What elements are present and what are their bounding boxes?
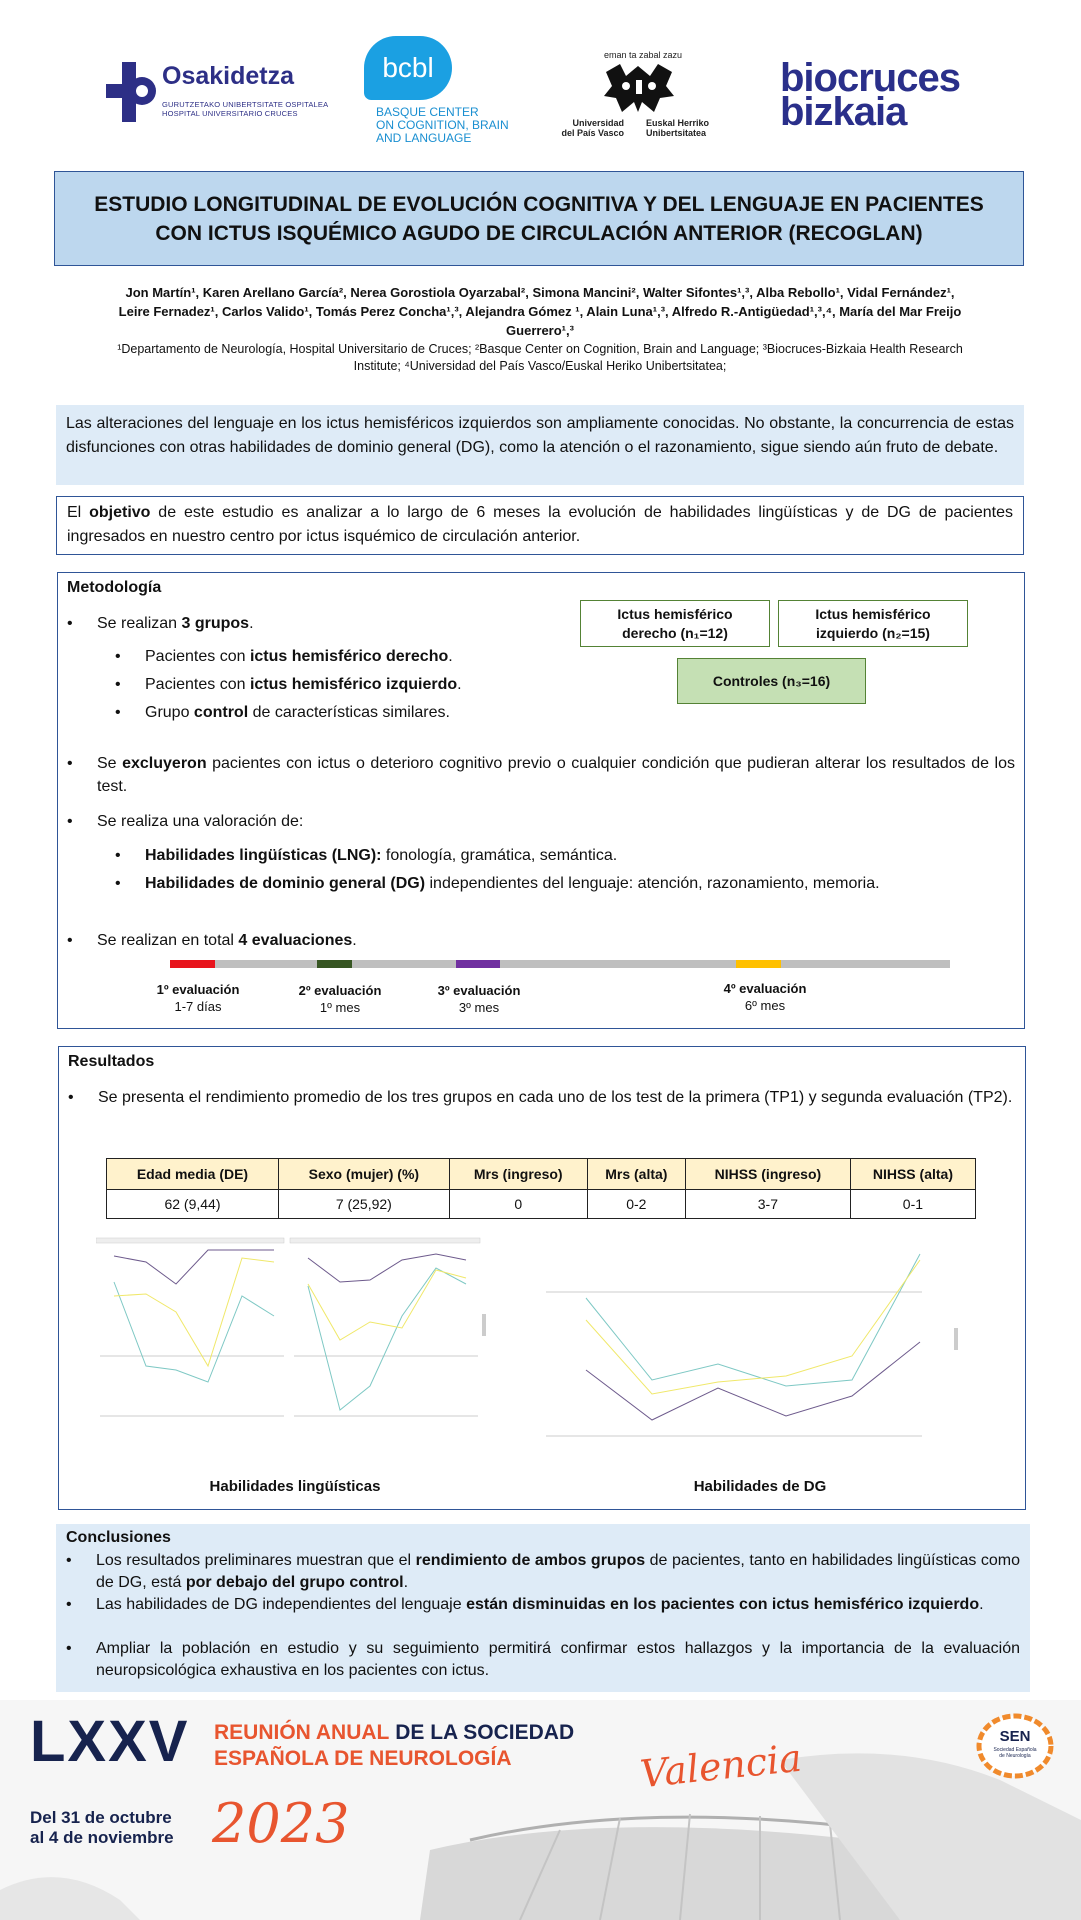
timeline-label-4-name: 4º evaluación (723, 981, 807, 996)
sen-logo (974, 1712, 1056, 1782)
text: . (448, 648, 453, 665)
lng-chart-panel-strip-2 (290, 1238, 480, 1243)
timeline-label-1-name: 1º evaluación (156, 982, 240, 997)
congress-name-1b: DE LA SOCIEDAD (389, 1721, 575, 1744)
sen-text: SEN (999, 1728, 1031, 1745)
results-bullet (98, 1086, 1016, 1109)
timeline-label-2-name: 2º evaluación (298, 983, 382, 998)
text-bold: excluyeron (122, 755, 207, 772)
methods-sub-right (145, 645, 565, 668)
timeline-label-4-when: 6º mes (744, 998, 786, 1013)
text-bold: están disminuidas en los pacientes con ictus hemisférico izquierdo (466, 1596, 980, 1613)
text: Ampliar la población en estudio y su seguimiento permitirá confirmar estos hallazgos y la importancia de la evaluación neuropsicológica exhaustiva en los pacientes con ictus. (96, 1640, 1020, 1679)
timeline-label-4 (695, 980, 835, 1014)
group-controls-box (677, 658, 866, 704)
bcbl-line-2: ON COGNITION, BRAIN (376, 118, 509, 132)
poster-title-box (54, 171, 1024, 266)
table-cell: 3-7 (685, 1190, 850, 1219)
table-cell: 62 (9,44) (107, 1190, 279, 1219)
text: Se realizan en total (97, 932, 239, 949)
text: Pacientes con (145, 648, 250, 665)
biocruces-line-2: bizkaia (780, 90, 907, 134)
upv-right-1: Euskal Herriko (646, 118, 710, 128)
bcbl-logo (364, 36, 524, 146)
text: . (352, 932, 357, 949)
intro-text: Las alteraciones del lenguaje en los ictus hemisféricos izquierdos son ampliamente conocidas. No obstante, la concurrencia de estas disfunciones con otras habilidades de dominio general (DG), como la atención o el razonamiento, sigue siendo aún fruto de debate. (66, 415, 1014, 456)
table-header: Mrs (ingreso) (449, 1159, 587, 1190)
text: pacientes con ictus o deterioro cognitivo previo o cualquier condición que pudieran alterar los resultados de los test. (97, 755, 1015, 795)
authors-line-1: Jon Martín¹, Karen Arellano García², Nerea Gorostiola Oyarzabal², Simona Mancini², Walter Sifontes¹,³, Alba Rebollo¹, Vidal Fernández¹, (125, 285, 955, 300)
congress-name (214, 1720, 574, 1772)
congress-dates-1: Del 31 de octubre (30, 1808, 172, 1827)
table-header: Mrs (alta) (587, 1159, 685, 1190)
methods-sub-lng (145, 844, 1005, 867)
congress-city: Valencia (638, 1735, 804, 1797)
methods-bullet-groups (97, 612, 547, 635)
osakidetza-logo (106, 62, 329, 124)
text: Pacientes con (145, 676, 250, 693)
text-bold: 3 grupos (181, 615, 250, 632)
text-bold: ictus hemisférico derecho (249, 648, 449, 665)
bcbl-mark: bcbl (382, 52, 434, 83)
bcbl-line-3: AND LANGUAGE (376, 131, 472, 145)
osakidetza-cross-icon (106, 62, 162, 122)
objective-bold: objetivo (89, 504, 151, 521)
table-cell: 0 (449, 1190, 587, 1219)
authors (70, 283, 1010, 340)
congress-year: 2023 (212, 1792, 350, 1855)
table-header: NIHSS (alta) (850, 1159, 975, 1190)
table-header: Sexo (mujer) (%) (278, 1159, 449, 1190)
timeline-mark-4 (736, 960, 781, 968)
text-bold: Habilidades de dominio general (DG) (145, 875, 426, 892)
timeline-mark-2 (317, 960, 352, 968)
text-bold: 4 evaluaciones (238, 932, 353, 949)
text: independientes del lenguaje: atención, razonamiento, memoria. (425, 875, 880, 892)
upv-motto: eman ta zabal zazu (604, 50, 683, 60)
sen-sub-2: de Neurología (999, 1753, 1031, 1759)
methods-sub-control (145, 701, 565, 724)
affiliations-line-2: Institute; ⁴Universidad del País Vasco/Euskal Heriko Unibertsitatea; (353, 359, 727, 373)
text: . (249, 615, 254, 632)
lng-chart (96, 1236, 486, 1456)
group-left-line-2: izquierdo (n₂=15) (816, 624, 930, 641)
conclusion-2 (96, 1594, 1020, 1616)
upv-left-2: del País Vasco (561, 128, 624, 138)
congress-name-1a: REUNIÓN ANUAL (214, 1721, 390, 1744)
intro-box (56, 405, 1024, 485)
group-left-line-1: Ictus hemisférico (815, 605, 931, 622)
methods-sub-left (145, 673, 565, 696)
timeline-label-1-when: 1-7 días (174, 999, 222, 1014)
caption-dg: Habilidades de DG (693, 1478, 827, 1495)
text-bold: ictus hemisférico izquierdo (249, 676, 458, 693)
objective-pre: El (67, 504, 90, 521)
methods-bullet-evaluations (97, 929, 957, 952)
affiliations-line-1: ¹Departamento de Neurología, Hospital Universitario de Cruces; ²Basque Center on Cognition, Brain and Language; ³Biocruces-Bizkaia Health Research (117, 342, 963, 356)
text: . (979, 1596, 984, 1613)
demographics-table (106, 1158, 976, 1219)
methods-bullet-assessment (97, 810, 997, 833)
objective-box (56, 496, 1024, 555)
timeline-label-1 (128, 981, 268, 1015)
conclusions-title: Conclusiones (66, 1529, 171, 1546)
osakidetza-name: Osakidetza (162, 62, 295, 90)
poster-title: ESTUDIO LONGITUDINAL DE EVOLUCIÓN COGNITIVA Y DEL LENGUAJE EN PACIENTES CON ICTUS ISQUÉMICO AGUDO DE CIRCULACIÓN ANTERIOR (RECOGLAN) (94, 192, 984, 245)
text: de características similares. (248, 704, 450, 721)
text: Grupo (145, 704, 194, 721)
text: Los resultados preliminares muestran que el (96, 1552, 416, 1569)
authors-line-3: Guerrero¹,³ (506, 323, 574, 338)
text: Las habilidades de DG independientes del lenguaje (96, 1596, 467, 1613)
caption-lng: Habilidades lingüísticas (209, 1478, 381, 1495)
methods-sub-dg (145, 872, 1005, 895)
dg-chart-legend (954, 1328, 958, 1350)
table-cell: 7 (25,92) (278, 1190, 449, 1219)
timeline-mark-1 (170, 960, 215, 968)
text-bold: rendimiento de ambos grupos (415, 1552, 646, 1569)
upv-left-1: Universidad (572, 118, 624, 128)
text: Se (97, 755, 123, 772)
congress-dates-2: al 4 de noviembre (30, 1828, 174, 1847)
bcbl-line-1: BASQUE CENTER (376, 105, 479, 119)
authors-line-2: Leire Fernadez¹, Carlos Valido¹, Tomás Perez Concha¹,³, Alejandra Gómez ¹, Alain Luna¹,³, Alfredo R.-Antigüedad¹,³,⁴, María del Mar Freijo (118, 304, 962, 319)
timeline-label-3-name: 3º evaluación (437, 983, 521, 998)
text: Se realizan (97, 615, 182, 632)
text: . (403, 1574, 409, 1591)
table-cell: 0-2 (587, 1190, 685, 1219)
timeline-label-3-when: 3º mes (458, 1000, 500, 1015)
results-title: Resultados (68, 1053, 155, 1070)
methods-bullet-excluded (97, 752, 1015, 798)
bcbl-bubble-icon (364, 36, 452, 100)
lng-chart-legend (482, 1314, 486, 1336)
table-row (107, 1190, 976, 1219)
text: de pacientes, tanto en habilidades lingüísticas como de DG, está (96, 1552, 1020, 1591)
group-right-line-1: Ictus hemisférico (617, 605, 733, 622)
sen-sub-1: Sociedad Española (993, 1747, 1037, 1753)
text: fonología, gramática, semántica. (381, 847, 618, 864)
text: Se presenta el rendimiento promedio de los tres grupos en cada uno de los test de la primera (TP1) y segunda evaluación (TP2). (98, 1089, 1013, 1106)
timeline-bar (170, 960, 950, 968)
osakidetza-sub-1: GURUTZETAKO UNIBERTSITATE OSPITALEA (162, 100, 329, 109)
timeline-mark-3 (456, 960, 500, 968)
upv-logo (560, 50, 720, 140)
table-header-row (107, 1159, 976, 1190)
text-bold: Habilidades lingüísticas (LNG): (145, 847, 382, 864)
text-bold: control (193, 704, 249, 721)
osakidetza-sub-2: HOSPITAL UNIVERSITARIO CRUCES (162, 109, 298, 118)
biocruces-line-1: biocruces (780, 56, 960, 100)
group-right-line-2: derecho (n₁=12) (622, 624, 728, 641)
text-bold: por debajo del grupo control (185, 1574, 404, 1591)
methods-title: Metodología (67, 579, 162, 596)
table-header: NIHSS (ingreso) (685, 1159, 850, 1190)
table-cell: 0-1 (850, 1190, 975, 1219)
upv-right-2: Unibertsitatea (646, 128, 707, 138)
biocruces-logo (780, 56, 980, 134)
objective-post: de este estudio es analizar a lo largo de 6 meses la evolución de habilidades lingüísticas y de DG de pacientes ingresados en nuestro centro por ictus isquémico de circulación anterior. (67, 504, 1013, 545)
group-right-box (580, 600, 770, 647)
congress-edition: LXXV (30, 1709, 190, 1774)
text: . (457, 676, 462, 693)
dg-chart (540, 1240, 960, 1460)
table-header: Edad media (DE) (107, 1159, 279, 1190)
affiliations (70, 341, 1010, 375)
text: Se realiza una valoración de: (97, 813, 304, 830)
group-controls-label: Controles (n₃=16) (712, 672, 831, 689)
congress-name-2: ESPAÑOLA DE NEUROLOGÍA (214, 1747, 512, 1770)
lng-chart-panel-strip-1 (96, 1238, 284, 1243)
timeline-label-2-when: 1º mes (319, 1000, 361, 1015)
timeline-label-2 (270, 982, 410, 1016)
upv-tree-icon (602, 62, 676, 114)
conclusion-3 (96, 1638, 1020, 1682)
timeline-label-3 (409, 982, 549, 1016)
group-left-box (778, 600, 968, 647)
congress-dates (30, 1808, 174, 1848)
conclusion-1 (96, 1550, 1020, 1594)
